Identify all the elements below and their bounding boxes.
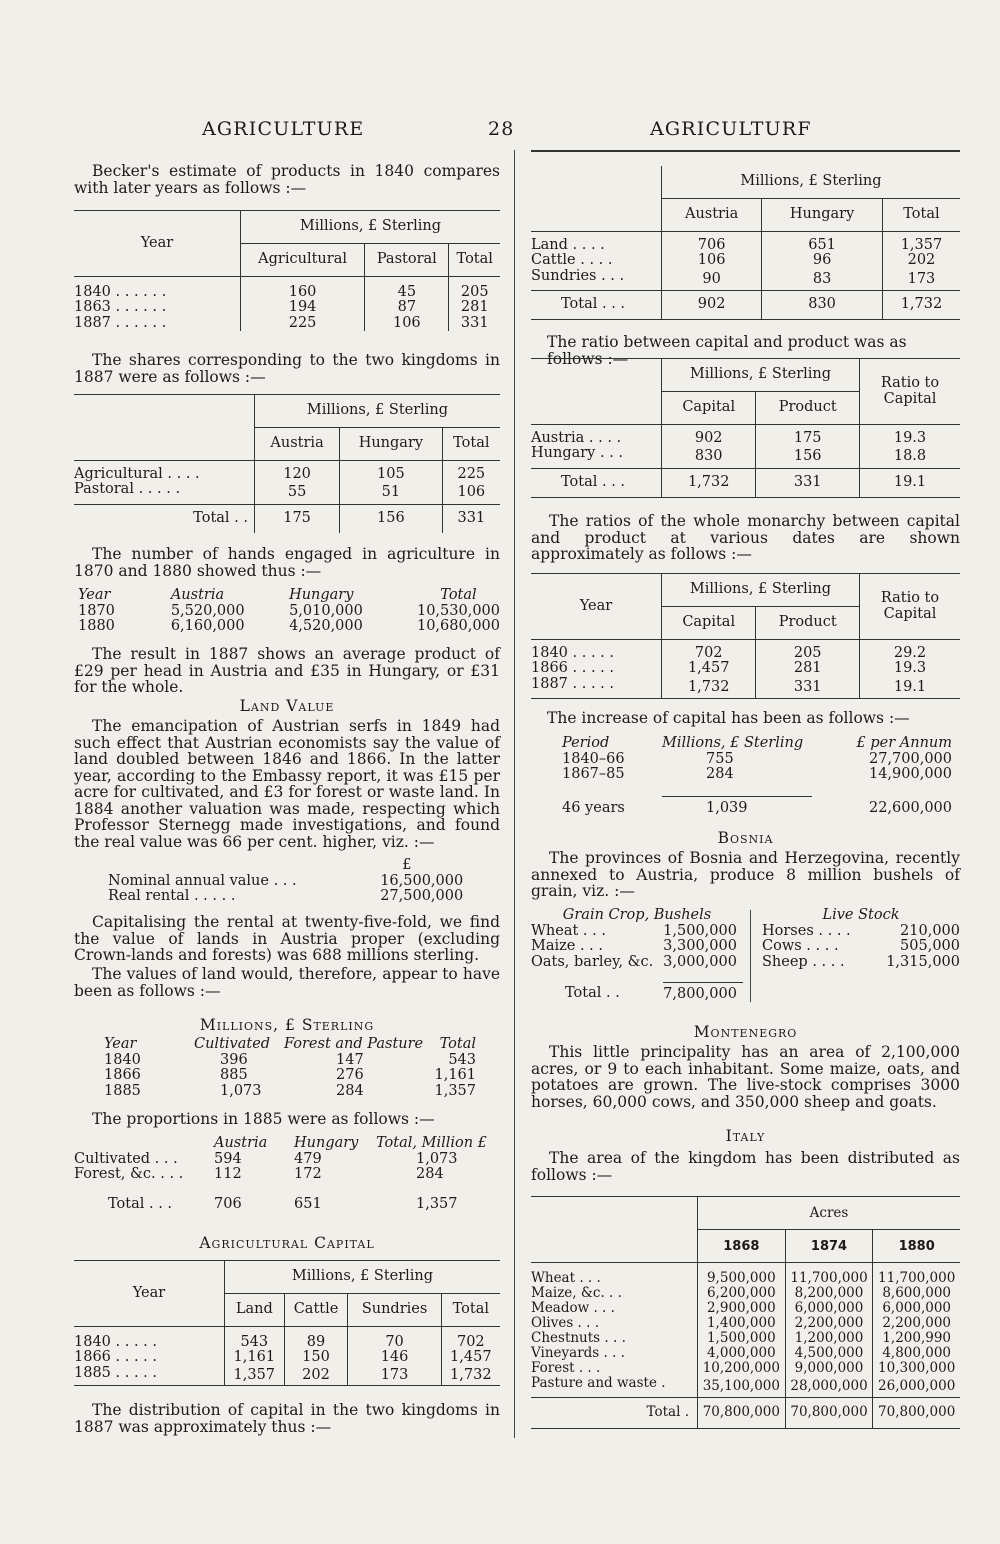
col-header: Total bbox=[449, 244, 500, 277]
col-header: Year bbox=[579, 597, 613, 614]
running-header-right: AGRICULTURF bbox=[650, 118, 812, 140]
table-row: Austria . . . . 902 175 19.3 bbox=[531, 431, 960, 447]
section-heading: Italy bbox=[725, 1127, 766, 1145]
table-row: Nominal annual value . . . 16,500,000 bbox=[108, 872, 464, 889]
group-header: Millions, £ Sterling bbox=[225, 1261, 501, 1294]
table-row: Meadow . . . 2,900,000 6,000,000 6,000,000 bbox=[531, 1301, 960, 1316]
table-row: 1840 396 147 543 bbox=[104, 1051, 476, 1068]
group-header: Millions, £ Sterling bbox=[662, 359, 860, 392]
table-row: Land . . . . 706 651 1,357 bbox=[531, 238, 960, 254]
table-row: 1866 885 276 1,161 bbox=[104, 1067, 476, 1083]
section-heading: Land Value bbox=[239, 697, 335, 715]
paragraph: Becker's estimate of products in 1840 compares with later years as follows :— bbox=[74, 162, 500, 197]
capital-product-ratio-table: Millions, £ Sterling Ratio to Capital Capital Product Austria . . . . 902 175 19.3 Hungary . . . 830 156 18.8 Total . . . 1,732 331 19.1 bbox=[531, 358, 960, 498]
table-row: Horses . . . . 210,000 bbox=[762, 922, 960, 939]
col-header: Hungary bbox=[340, 428, 443, 461]
section-heading: Montenegro bbox=[693, 1023, 798, 1041]
paragraph: The distribution of capital in the two kingdoms in 1887 was approximately thus :— bbox=[74, 1401, 500, 1436]
paragraph: The number of hands engaged in agriculture in 1870 and 1880 showed thus :— bbox=[74, 545, 500, 580]
table-row: 1870 5,520,000 5,010,000 10,530,000 bbox=[78, 602, 500, 619]
table-row: 1880 6,160,000 4,520,000 10,680,000 bbox=[78, 618, 500, 634]
column-divider bbox=[750, 910, 751, 1002]
table-row: Maize . . . 3,300,000 bbox=[531, 938, 737, 954]
total-row: Total . . . 902 830 1,732 bbox=[531, 291, 960, 320]
table-row: 1840 . . . . . 702 205 29.2 bbox=[531, 646, 960, 662]
total-row: 46 years 1,039 22,600,000 bbox=[562, 799, 952, 816]
paragraph: The proportions in 1885 were as follows :— bbox=[92, 1110, 435, 1128]
col-header: Ratio to Capital bbox=[860, 574, 961, 640]
table-row: Cultivated . . . 594 479 1,073 bbox=[74, 1150, 458, 1167]
becker-table bbox=[74, 210, 500, 331]
section-heading: Agricultural Capital bbox=[199, 1234, 375, 1252]
capital-distribution-table: Millions, £ Sterling Austria Hungary Total Land . . . . 706 651 1,357 Cattle . . . . 106 96 202 Sundries . . . 90 83 173 Total . . . 902 830 1,732 bbox=[531, 166, 960, 320]
col-header: Agricultural bbox=[241, 244, 365, 277]
table-row: Forest, &c. . . . 112 172 284 bbox=[74, 1166, 444, 1182]
valuation-table: £ Nominal annual value . . . 16,500,000 Real rental . . . . . 27,500,000 bbox=[108, 858, 500, 905]
group-header: Acres bbox=[698, 1197, 961, 1230]
table-row: 1863 . . . . . . 194 87 281 bbox=[74, 300, 500, 316]
table-row: Cattle . . . . 106 96 202 bbox=[531, 253, 960, 269]
paragraph: The values of land would, therefore, appear to have been as follows :— bbox=[74, 965, 500, 1000]
group-header: Millions, £ Sterling bbox=[255, 395, 501, 428]
total-row: Total . . 7,800,000 bbox=[565, 985, 737, 1002]
table-row: 1840 . . . . . . 160 45 205 bbox=[74, 285, 500, 301]
table-row: Cows . . . . 505,000 bbox=[762, 938, 960, 954]
table-row: 1887 . . . . . . 225 106 331 bbox=[74, 316, 500, 332]
paragraph: The result in 1887 shows an average product of £29 per head in Austria and £35 in Hungary, or £31 for the whole. bbox=[74, 645, 500, 696]
paragraph: This little principality has an area of 2,100,000 acres, or 9 to each inhabitant. Some maize, oats, and potatoes are grown. The live-stock comprises 3000 horses, 60,000 cows, and 350,000 sheep and goats. bbox=[531, 1043, 960, 1111]
table-row: Pasture and waste . 35,100,000 28,000,000 26,000,000 bbox=[531, 1376, 960, 1398]
table-row: Wheat . . . 1,500,000 bbox=[531, 922, 737, 939]
col-header: Year bbox=[132, 1284, 166, 1301]
table-row: Pastoral . . . . . 55 51 106 bbox=[74, 482, 500, 504]
table-row: Oats, barley, &c. 3,000,000 bbox=[531, 953, 737, 970]
table-row: 1885 1,073 284 1,357 bbox=[104, 1082, 476, 1099]
col-header: Year bbox=[140, 234, 174, 251]
table-caption: Millions, £ Sterling bbox=[199, 1016, 375, 1034]
running-header-left: AGRICULTURE bbox=[202, 118, 365, 140]
paragraph: The shares corresponding to the two kingdoms in 1887 were as follows :— bbox=[74, 351, 500, 386]
table-row: Vineyards . . . 4,000,000 4,500,000 4,800,000 bbox=[531, 1346, 960, 1361]
hands-table: Year Austria Hungary Total 1870 5,520,000 5,010,000 10,530,000 1880 6,160,000 4,520,000 10,680,000 bbox=[78, 587, 500, 634]
group-header: Millions, £ Sterling bbox=[241, 211, 501, 244]
proportions-table: Austria Hungary Total, Million £ Cultivated . . . 594 479 1,073 Forest, &c. . . . 112 172 284 Total . . . 706 651 1,357 bbox=[74, 1136, 500, 1212]
table-row: Agricultural . . . . 120 105 225 bbox=[74, 467, 500, 483]
paragraph: Capitalising the rental at twenty-five-fold, we find the value of lands in Austria proper (excluding Crown-lands and forests) was 688 millions sterling. bbox=[74, 913, 500, 964]
col-header: Austria bbox=[255, 428, 340, 461]
total-row: Total . . . 1,732 331 19.1 bbox=[531, 468, 960, 497]
table-row: 1866 . . . . . 1,161 150 146 1,457 bbox=[74, 1350, 500, 1366]
table-row: Wheat . . . 9,500,000 11,700,000 11,700,000 bbox=[531, 1271, 960, 1286]
table-row: Maize, &c. . . 6,200,000 8,200,000 8,600,000 bbox=[531, 1286, 960, 1301]
table-row: 1867–85 284 14,900,000 bbox=[562, 766, 952, 782]
paragraph: The area of the kingdom has been distributed as follows :— bbox=[531, 1149, 960, 1184]
table-row: 1840–66 755 27,700,000 bbox=[562, 750, 952, 767]
section-heading: Bosnia bbox=[717, 829, 774, 847]
table-row: 1885 . . . . . 1,357 202 173 1,732 bbox=[74, 1366, 500, 1386]
table-row: 1887 . . . . . 1,732 331 19.1 bbox=[531, 677, 960, 699]
paragraph: The ratio between capital and product was as follows :— bbox=[547, 333, 907, 368]
col-header: Total bbox=[442, 428, 500, 461]
monarchy-ratio-table: Year Millions, £ Sterling Ratio to Capital Capital Product 1840 . . . . . 702 205 29.2 1866 . . . . . 1,457 281 19.3 1887 . . . . . 1,732 331 19.1 bbox=[531, 573, 960, 699]
group-header: Millions, £ Sterling bbox=[662, 166, 961, 199]
table-row: Real rental . . . . . 27,500,000 bbox=[108, 888, 464, 904]
table-row: Sheep . . . . 1,315,000 bbox=[762, 953, 960, 970]
table-row: 1840 . . . . . 543 89 70 702 bbox=[74, 1335, 500, 1351]
paragraph: The ratios of the whole monarchy between capital and product at various dates are shown approximately as follows :— bbox=[531, 512, 960, 563]
table-row: Sundries . . . 90 83 173 bbox=[531, 269, 960, 291]
table-row: Olives . . . 1,400,000 2,200,000 2,200,000 bbox=[531, 1316, 960, 1331]
grain-crop-table: Grain Crop, Bushels Wheat . . . 1,500,000 Maize . . . 3,300,000 Oats, barley, &c. 3,000,000 Total . . 7,800,000 bbox=[531, 908, 743, 1002]
total-row: Total . . 175 156 331 bbox=[74, 504, 500, 533]
live-stock-table: Live Stock Horses . . . . 210,000 Cows . . . . 505,000 Sheep . . . . 1,315,000 bbox=[762, 907, 960, 970]
col-header: Ratio to Capital bbox=[860, 359, 961, 425]
total-row: Total . . . 706 651 1,357 bbox=[108, 1195, 458, 1212]
italy-area-table: Acres 1868 1874 1880 Wheat . . . 9,500,000 11,700,000 11,700,000 Maize, &c. . . 6,200,000 8,200,000 8,600,000 Meadow . . . 2,900,000 6,000,000 6,000,000 Olives . . . 1,400,000 2,200,000 2,200,000 Chestnuts . . . 1,500,000 1,200,000 1,200,990 Vineyards . . . 4,000,000 4,500,000 4,800,000 Forest . . . 10,200,000 9,000,000 10,300,000 Pasture and waste . 35,100,000 28,000,000 26,000,000 Total . 70,800,000 70,800,000 70,800,000 bbox=[531, 1196, 960, 1429]
page-number: 28 bbox=[488, 118, 515, 140]
table-row: 1866 . . . . . 1,457 281 19.3 bbox=[531, 661, 960, 677]
shares-table bbox=[74, 394, 500, 533]
land-values-table: Year Cultivated Forest and Pasture Total 1840 396 147 543 1866 885 276 1,161 1885 1,073 284 1,357 bbox=[104, 1036, 476, 1099]
agricultural-capital-table: Year Millions, £ Sterling Land Cattle Sundries Total 1840 . . . . . 543 89 70 702 1866 . . . . . 1,161 150 146 1,457 1885 . . . . . 1,357 202 173 1,732 bbox=[74, 1260, 500, 1386]
top-rule bbox=[531, 150, 960, 152]
column-divider bbox=[514, 150, 515, 1438]
group-header: Millions, £ Sterling bbox=[662, 574, 860, 607]
paragraph: The emancipation of Austrian serfs in 1849 had such effect that Austrian economists say the value of land doubled between 1846 and 1866. In the latter year, according to the Embassy report, it was £15 per acre for cultivated, and £3 for forest or waste land. In 1884 another valuation was made, respecting which Professor Sternegg made investigations, and found the real value was 66 per cent. higher, viz. :— bbox=[74, 717, 500, 851]
capital-increase-table: Period Millions, £ Sterling £ per Annum 1840–66 755 27,700,000 1867–85 284 14,900,000 46 years 1,039 22,600,000 bbox=[562, 735, 952, 816]
paragraph: The provinces of Bosnia and Herzegovina, recently annexed to Austria, produce 8 million bushels of grain, viz. :— bbox=[531, 849, 960, 900]
table-row: Hungary . . . 830 156 18.8 bbox=[531, 446, 960, 468]
table-row: Forest . . . 10,200,000 9,000,000 10,300,000 bbox=[531, 1361, 960, 1376]
paragraph: The increase of capital has been as follows :— bbox=[547, 709, 910, 727]
col-header: Pastoral bbox=[365, 244, 449, 277]
table-row: Chestnuts . . . 1,500,000 1,200,000 1,200,990 bbox=[531, 1331, 960, 1346]
total-row: Total . 70,800,000 70,800,000 70,800,000 bbox=[531, 1397, 960, 1428]
